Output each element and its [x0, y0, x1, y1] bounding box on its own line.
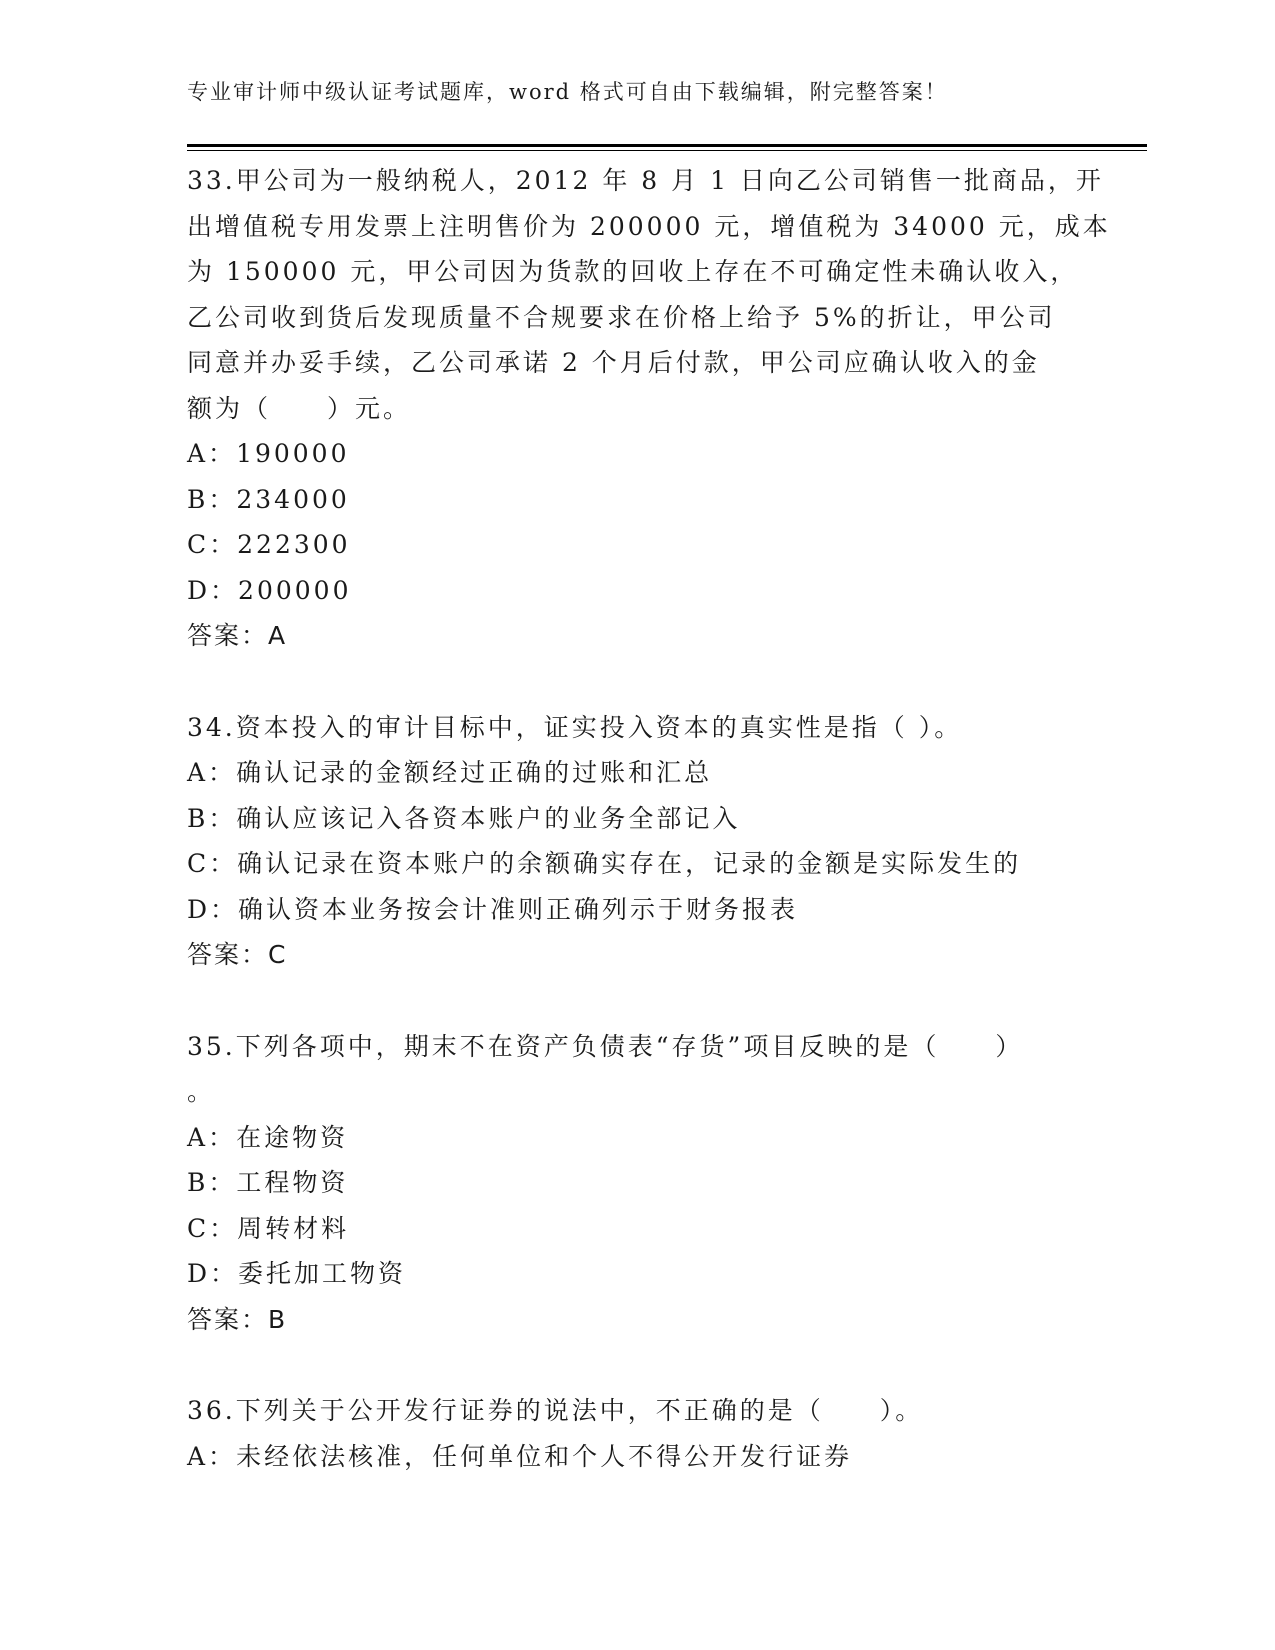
answer-option [187, 887, 1087, 933]
answer-option [187, 1434, 1087, 1480]
question-stem-line: 34.资本投入的审计目标中，证实投入资本的真实性是指（ ）。 [187, 712, 963, 742]
option-key: D： [187, 894, 239, 924]
option-text: 234000 [236, 484, 350, 514]
question-block [187, 1388, 1087, 1479]
question-stem [187, 158, 1111, 431]
option-text: 工程物资 [236, 1168, 349, 1197]
answer-line: 答案：B [187, 1304, 288, 1334]
option-key: C： [187, 849, 238, 878]
option-key: A： [187, 758, 237, 787]
answer-option [187, 1160, 1087, 1206]
option-text: 未经依法核准，任何单位和个人不得公开发行证券 [236, 1441, 853, 1471]
answer-option [187, 1251, 1087, 1297]
option-key: D： [187, 575, 239, 605]
question-stem-line: 36.下列关于公开发行证券的说法中，不正确的是（ ）。 [187, 1396, 924, 1425]
question-stem-line: 同意并办妥手续，乙公司承诺 2 个月后付款，甲公司应确认收入的金 [187, 348, 1040, 377]
answer-option [187, 522, 1087, 568]
answer-option [187, 796, 1087, 842]
question-stem-line: 出增值税专用发票上注明售价为 200000 元，增值税为 34000 元，成本 [187, 211, 1111, 241]
option-text: 确认应该记入各资本账户的业务全部记入 [236, 803, 741, 833]
answer-option [187, 1206, 1087, 1252]
option-key: A： [187, 1441, 237, 1471]
answer-line: 答案：A [187, 621, 288, 650]
question-stem [187, 705, 1087, 751]
answer-option [187, 568, 1087, 614]
answer-option [187, 431, 1087, 477]
option-text: 190000 [236, 439, 350, 468]
option-key: B： [187, 1168, 237, 1197]
answer-option [187, 841, 1087, 887]
option-text: 在途物资 [236, 1122, 349, 1152]
page-header: 专业审计师中级认证考试题库，word 格式可自由下载编辑，附完整答案！ [187, 80, 948, 104]
option-text: 222300 [237, 530, 351, 559]
answer-option [187, 477, 1087, 523]
option-key: A： [187, 1122, 237, 1152]
header-rule-thick [187, 144, 1147, 147]
option-text: 周转材料 [237, 1213, 350, 1243]
option-text: 200000 [238, 575, 352, 605]
option-text: 确认资本业务按会计准则正确列示于财务报表 [238, 894, 799, 924]
option-key: D： [187, 1259, 239, 1288]
question-stem-line: 为 150000 元，甲公司因为货款的回收上存在不可确定性未确认收入， [187, 257, 1079, 286]
question-stem-line: 。 [187, 1077, 216, 1106]
option-key: C： [187, 530, 238, 559]
question-stem-line: 35.下列各项中，期末不在资产负债表“存货”项目反映的是（ ） [187, 1031, 1024, 1061]
question-stem-line: 33.甲公司为一般纳税人，2012 年 8 月 1 日向乙公司销售一批商品，开 [187, 166, 1104, 195]
option-key: A： [187, 439, 237, 468]
question-list [187, 158, 1111, 1525]
question-stem [187, 1388, 1087, 1434]
answer-option [187, 1115, 1087, 1161]
question-stem-line: 额为（ ）元。 [187, 393, 412, 423]
option-key: B： [187, 803, 237, 833]
question-block [187, 1024, 1087, 1343]
option-key: B： [187, 484, 237, 514]
option-key: C： [187, 1213, 238, 1243]
question-stem-line: 乙公司收到货后发现质量不合规要求在价格上给予 5%的折让，甲公司 [187, 302, 1056, 332]
answer-option [187, 750, 1087, 796]
question-stem [187, 1024, 1087, 1115]
option-text: 委托加工物资 [238, 1259, 407, 1288]
answer-line: 答案：C [187, 940, 288, 969]
question-block [187, 158, 1111, 659]
header-rule-thin [187, 150, 1147, 151]
option-text: 确认记录在资本账户的余额确实存在，记录的金额是实际发生的 [237, 849, 1022, 878]
option-text: 确认记录的金额经过正确的过账和汇总 [236, 758, 713, 787]
question-block [187, 705, 1087, 978]
